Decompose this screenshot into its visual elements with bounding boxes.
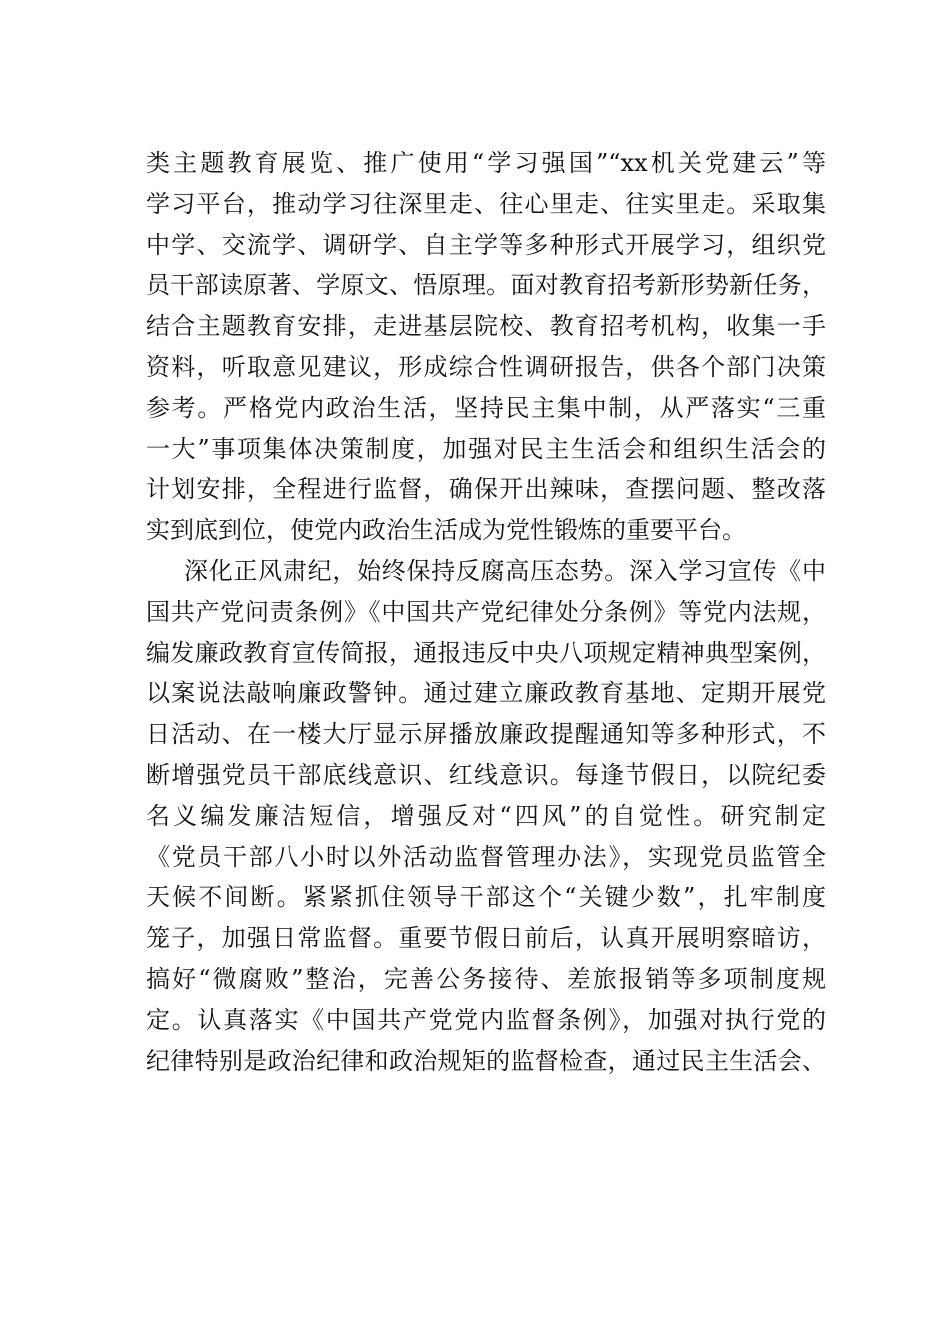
text-line: 《党员干部八小时以外活动监督管理办法》，实现党员监管全 <box>146 842 826 871</box>
text-line: 学习平台，推动学习往深里走、往心里走、往实里走。采取集 <box>146 189 826 218</box>
text-line: 类主题教育展览、推广使用“学习强国”“xx机关党建云”等 <box>146 149 826 177</box>
text-line: 以案说法敲响廉政警钟。通过建立廉政教育基地、定期开展党 <box>146 679 826 708</box>
text-line: 纪律特别是政治纪律和政治规矩的监督检查，通过民主生活会、 <box>146 1046 826 1075</box>
text-line: 资料，听取意见建议，形成综合性调研报告，供各个部门决策 <box>146 352 826 381</box>
text-line: 参考。严格党内政治生活，坚持民主集中制，从严落实“三重 <box>146 393 826 422</box>
paragraph-2 <box>146 551 826 1081</box>
document-body <box>146 143 826 1081</box>
text-line: 计划安排，全程进行监督，确保开出辣味，查摆问题、整改落 <box>146 475 826 504</box>
text-line: 定。认真落实《中国共产党党内监督条例》，加强对执行党的 <box>146 1005 826 1034</box>
text-line: 天候不间断。紧紧抓住领导干部这个“关键少数”，扎牢制度 <box>146 883 826 912</box>
text-line: 搞好“微腐败”整治，完善公务接待、差旅报销等多项制度规 <box>146 964 826 993</box>
text-line: 笼子，加强日常监督。重要节假日前后，认真开展明察暗访， <box>146 924 826 953</box>
text-line: 一大”事项集体决策制度，加强对民主生活会和组织生活会的 <box>146 434 826 463</box>
text-line: 员干部读原著、学原文、悟原理。面对教育招考新形势新任务， <box>146 271 826 300</box>
text-line: 断增强党员干部底线意识、红线意识。每逢节假日，以院纪委 <box>146 760 826 789</box>
paragraph-1 <box>146 143 826 551</box>
text-line: 中学、交流学、调研学、自主学等多种形式开展学习，组织党 <box>146 230 826 259</box>
text-line: 国共产党问责条例》《中国共产党纪律处分条例》等党内法规， <box>146 597 826 626</box>
text-line: 日活动、在一楼大厅显示屏播放廉政提醒通知等多种形式，不 <box>146 720 826 749</box>
text-line: 结合主题教育安排，走进基层院校、教育招考机构，收集一手 <box>146 312 826 341</box>
text-line: 深化正风肃纪，始终保持反腐高压态势。深入学习宣传《中 <box>184 556 826 585</box>
text-line: 编发廉政教育宣传简报，通报违反中央八项规定精神典型案例， <box>146 638 826 667</box>
text-line: 名义编发廉洁短信，增强反对“四风”的自觉性。研究制定 <box>146 801 826 830</box>
text-line: 实到底到位，使党内政治生活成为党性锻炼的重要平台。 <box>146 516 746 545</box>
